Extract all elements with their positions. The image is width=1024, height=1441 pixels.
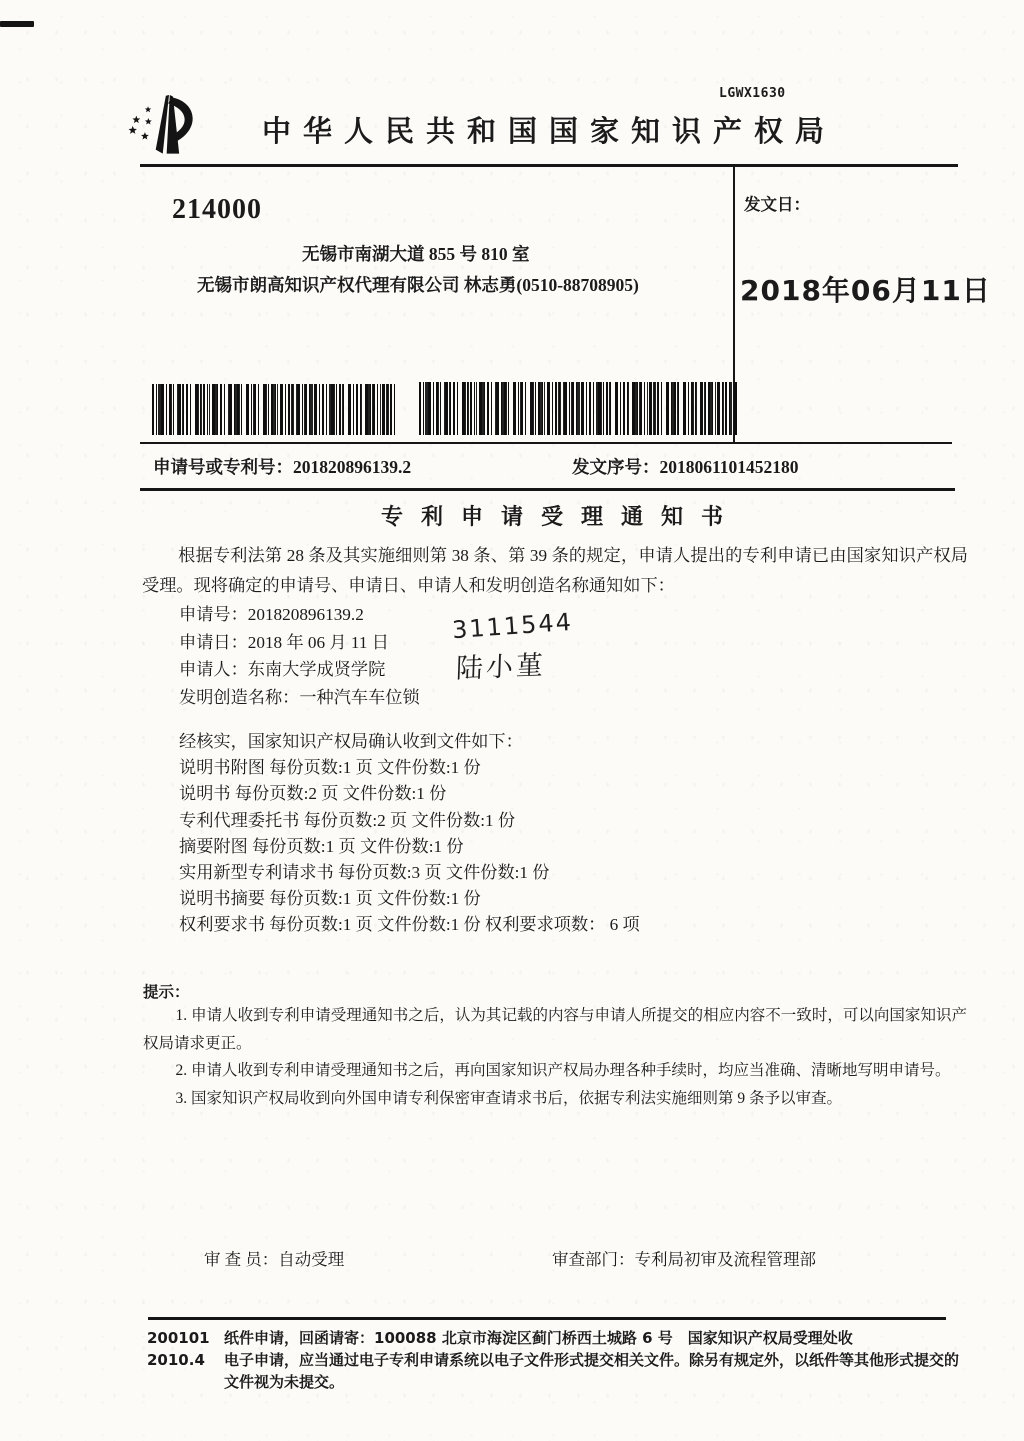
scan-artifact-dash	[0, 21, 34, 27]
received-item: 摘要附图 每份页数:1 页 文件份数:1 份	[179, 836, 464, 856]
received-item: 说明书附图 每份页数:1 页 文件份数:1 份	[179, 758, 481, 778]
notes-list	[143, 1002, 967, 1112]
handwritten-note-name: 陆小堇	[455, 650, 547, 685]
issue-date-value: 2018年06月11日	[740, 274, 991, 307]
recipient-address-line-2: 无锡市朗高知识产权代理有限公司 林志勇(0510-88708905)	[197, 275, 639, 295]
barcode-2	[419, 382, 739, 435]
agency-title: 中华人民共和国国家知识产权局	[262, 116, 837, 148]
application-fields	[179, 601, 420, 711]
footer-line-3: 文件视为未提交。	[224, 1373, 345, 1391]
field-application-date	[179, 629, 420, 657]
field-value: 东南大学成贤学院	[247, 660, 386, 679]
barcode-1	[152, 384, 395, 435]
received-intro: 经核实，国家知识产权局确认收到文件如下：	[179, 732, 523, 751]
field-label: 申请人：	[179, 660, 248, 679]
received-item: 专利代理委托书 每份页数:2 页 文件份数:1 份	[179, 810, 516, 830]
serial-number-row	[572, 454, 799, 479]
recipient-postcode: 214000	[172, 194, 262, 225]
serial-number-label: 发文序号：	[572, 457, 660, 477]
field-application-number	[179, 601, 420, 629]
document-code: LGWX1630	[719, 86, 786, 101]
issue-date-label: 发文日：	[744, 195, 810, 214]
received-documents	[179, 729, 640, 939]
footer-line-1: 纸件申请，回函请寄：100088 北京市海淀区蓟门桥西土城路 6 号 国家知识产权局受理处收	[224, 1329, 853, 1347]
received-item: 说明书 每份页数:2 页 文件份数:1 份	[179, 784, 447, 804]
application-number-row	[153, 454, 411, 479]
received-item: 权利要求书 每份页数:1 页 文件份数:1 份 权利要求项数： 6 项	[179, 915, 640, 935]
field-value: 一种汽车车位锁	[299, 687, 420, 707]
notes-label: 提示：	[143, 984, 190, 1001]
serial-number-value: 2018061101452180	[659, 457, 799, 477]
field-label: 申请号：	[179, 605, 248, 624]
recipient-address-line-1: 无锡市南湖大道 855 号 810 室	[302, 244, 530, 264]
rule-below-id-row	[140, 488, 955, 491]
received-item: 说明书摘要 每份页数:1 页 文件份数:1 份	[179, 889, 481, 909]
header-rule	[140, 164, 958, 167]
department-value: 专利局初审及流程管理部	[634, 1250, 816, 1269]
rule-above-id-row	[140, 442, 952, 444]
department-label: 审查部门：	[552, 1250, 635, 1269]
handwritten-note-digits: 3111544	[451, 607, 574, 645]
field-label: 发明创造名称：	[179, 687, 300, 707]
footer-form-codes	[147, 1327, 210, 1371]
note-item: 3. 国家知识产权局收到向外国申请专利保密审查请求书后，依据专利法实施细则第 9 条予以审查。	[175, 1089, 843, 1107]
examiner-row	[204, 1246, 344, 1270]
intro-paragraph: 根据专利法第 28 条及其实施细则第 38 条、第 39 条的规定，申请人提出的专利申请已由国家知识产权局受理。现将确定的申请号、申请日、申请人和发明创造名称通知如下：	[142, 546, 968, 595]
examiner-value: 自动受理	[278, 1250, 345, 1269]
note-item: 1. 申请人收到专利申请受理通知书之后，认为其记载的内容与申请人所提交的相应内容不一致时，可以向国家知识产权局请求更正。	[143, 1007, 967, 1052]
field-label: 申请日：	[179, 632, 248, 652]
footer-line-2: 电子申请，应当通过电子专利申请系统以电子文件形式提交相关文件。除另有规定外，以纸件等其他形式提交的	[224, 1351, 960, 1369]
footer-code-2: 2010.4	[147, 1351, 205, 1369]
received-item: 实用新型专利请求书 每份页数:3 页 文件份数:1 份	[179, 863, 550, 883]
footer-code-1: 200101	[147, 1329, 210, 1347]
field-applicant	[179, 656, 420, 684]
footer-instructions	[224, 1327, 964, 1393]
footer-rule	[148, 1317, 946, 1320]
department-row	[552, 1246, 816, 1270]
field-value: 2018 年 06 月 11 日	[247, 632, 389, 652]
examiner-label: 审 查 员：	[204, 1250, 279, 1269]
cnipa-logo-icon	[126, 90, 212, 164]
field-invention-title	[179, 684, 420, 712]
note-item: 2. 申请人收到专利申请受理通知书之后，再向国家知识产权局办理各种手续时，均应当准确、清晰地写明申请号。	[175, 1062, 951, 1079]
application-number-label: 申请号或专利号：	[153, 457, 293, 477]
application-number-value: 201820896139.2	[293, 457, 412, 477]
notice-title: 专利申请受理通知书	[381, 504, 742, 529]
field-value: 201820896139.2	[247, 605, 364, 624]
